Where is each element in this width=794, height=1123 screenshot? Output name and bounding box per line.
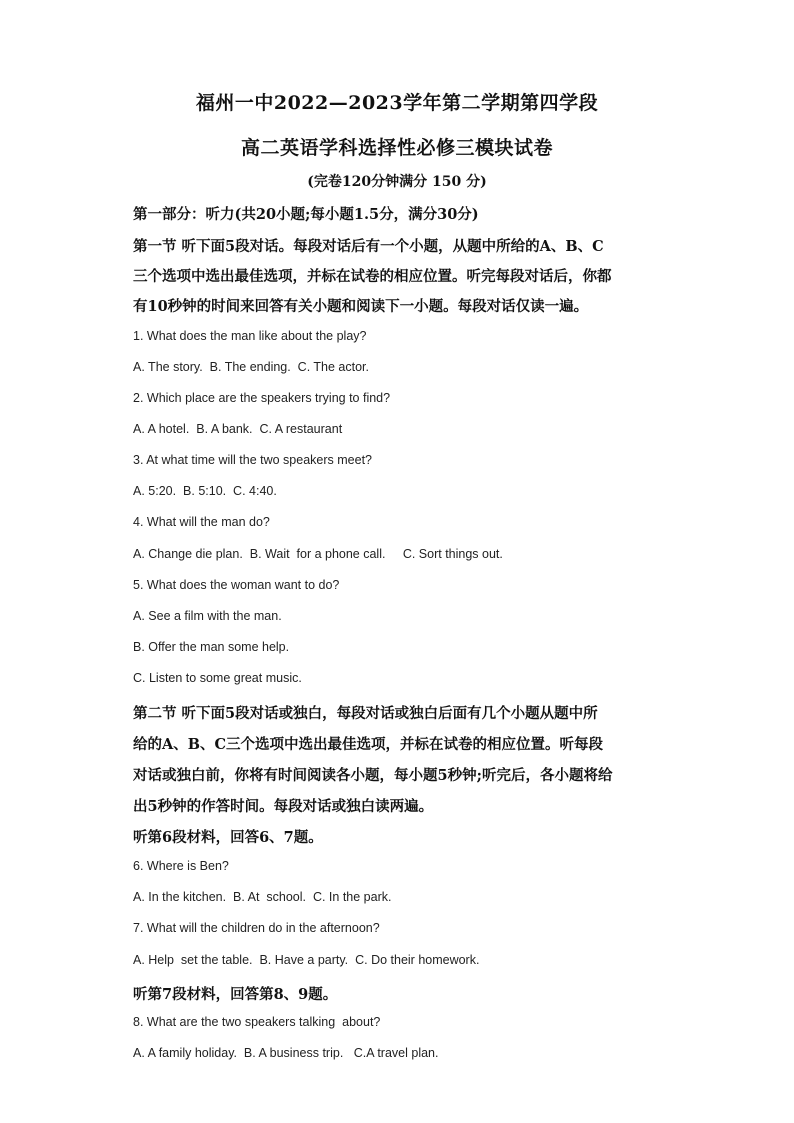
- question-4: 4. What will the man do?: [133, 515, 270, 529]
- exam-title-line-1: 福州一中2022—2023学年第二学期第四学段: [195, 92, 599, 114]
- question-8-options: A. A family holiday. B. A business trip. C.A travel plan.: [133, 1046, 439, 1060]
- section1-instruction-line: 第一节 听下面5段对话。每段对话后有一个小题，从题中所给的A、B、C: [133, 238, 604, 255]
- question-4-options: A. Change die plan. B. Wait for a phone call. C. Sort things out.: [133, 547, 503, 561]
- question-6-options: A. In the kitchen. B. At school. C. In the park.: [133, 890, 392, 904]
- section1-instruction-line: 有10秒钟的时间来回答有关小题和阅读下一小题。每段对话仅读一遍。: [133, 298, 589, 315]
- exam-title-line-2: 高二英语学科选择性必修三模块试卷: [240, 137, 553, 159]
- part1-heading: 第一部分：听力(共20小题;每小题1.5分，满分30分): [133, 206, 479, 223]
- group-6-heading: 听第6段材料，回答6、7题。: [133, 829, 323, 846]
- question-3-options: A. 5:20. B. 5:10. C. 4:40.: [133, 484, 277, 498]
- question-6: 6. Where is Ben?: [133, 859, 229, 873]
- question-2: 2. Which place are the speakers trying to find?: [133, 391, 391, 405]
- question-1: 1. What does the man like about the play?: [133, 329, 367, 343]
- question-1-options: A. The story. B. The ending. C. The actor.: [133, 360, 370, 374]
- question-7: 7. What will the children do in the afternoon?: [133, 921, 380, 935]
- section1-instruction-line: 三个选项中选出最佳选项，并标在试卷的相应位置。听完每段对话后，你都: [133, 268, 612, 285]
- question-5-option-c: C. Listen to some great music.: [133, 671, 302, 685]
- question-5-option-b: B. Offer the man some help.: [133, 640, 290, 654]
- question-2-options: A. A hotel. B. A bank. C. A restaurant: [133, 422, 343, 436]
- group-7-heading: 听第7段材料，回答第8、9题。: [133, 986, 338, 1003]
- section2-instruction-line: 给的A、B、C三个选项中选出最佳选项，并标在试卷的相应位置。听每段: [133, 736, 604, 753]
- question-5: 5. What does the woman want to do?: [133, 578, 340, 592]
- section2-instruction-line: 第二节 听下面5段对话或独白，每段对话或独白后面有几个小题从题中所: [133, 705, 598, 722]
- question-8: 8. What are the two speakers talking about?: [133, 1015, 381, 1029]
- exam-duration-score: (完卷120分钟满分 150 分): [307, 174, 487, 190]
- section2-instruction-line: 出5秒钟的作答时间。每段对话或独白读两遍。: [133, 798, 434, 815]
- section2-instruction-line: 对话或独白前，你将有时间阅读各小题，每小题5秒钟;听完后，各小题将给: [133, 767, 613, 784]
- question-5-option-a: A. See a film with the man.: [133, 609, 282, 623]
- question-3: 3. At what time will the two speakers meet?: [133, 453, 372, 467]
- question-7-options: A. Help set the table. B. Have a party. C. Do their homework.: [133, 953, 480, 967]
